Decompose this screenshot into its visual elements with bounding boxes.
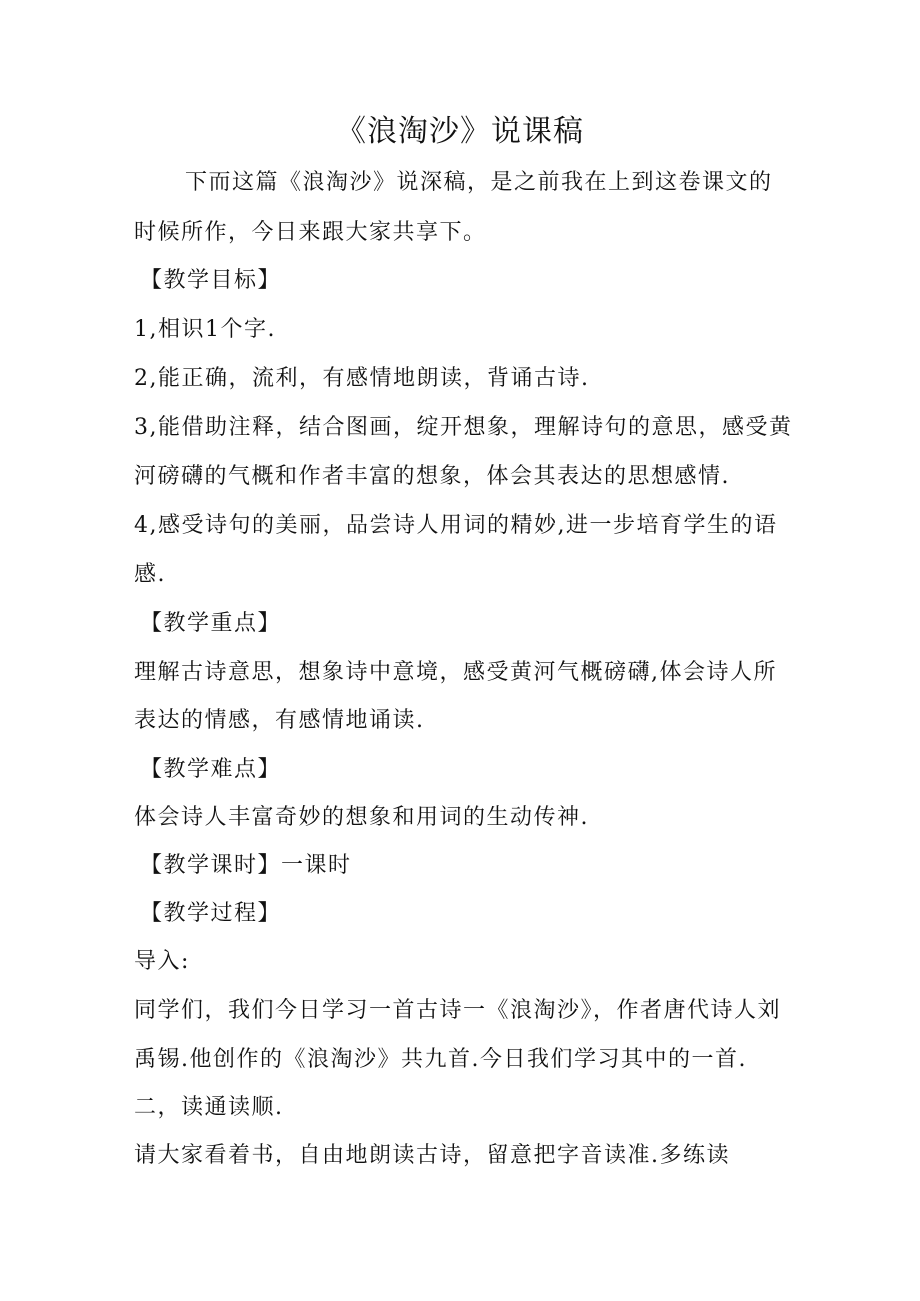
goal-line-4: 河磅礴的气概和作者丰富的想象，体会其表达的思想感情. bbox=[134, 464, 730, 489]
key-heading: 【教学重点】 bbox=[140, 611, 282, 636]
intro-section-label: 导入: bbox=[134, 949, 190, 974]
goals-heading: 【教学目标】 bbox=[140, 268, 282, 293]
section2-label: 二，读通读顺. bbox=[134, 1095, 284, 1120]
process-heading: 【教学过程】 bbox=[140, 901, 282, 926]
key-line-1: 理解古诗意思，想象诗中意境，感受黄河气概磅礴,体会诗人所 bbox=[134, 660, 777, 685]
intro-line-2: 时候所作，今日来跟大家共享下。 bbox=[134, 220, 487, 245]
goal-line-1: 1,相识1个字. bbox=[134, 317, 276, 342]
section2-text: 请大家看着书，自由地朗读古诗，留意把字音读准.多练读 bbox=[134, 1143, 730, 1168]
hours-line: 【教学课时】一课时 bbox=[140, 853, 352, 878]
intro-line-1: 下而这篇《浪淘沙》说深稿，是之前我在上到这卷课文的 bbox=[185, 170, 773, 195]
goal-line-6: 感. bbox=[134, 562, 166, 587]
page-title: 《浪淘沙》说课稿 bbox=[336, 114, 584, 149]
goal-line-5: 4,感受诗句的美丽，品尝诗人用词的精妙,进一步培育学生的语 bbox=[134, 513, 778, 538]
intro-section-line-1: 同学们，我们今日学习一首古诗一《浪淘沙》，作者唐代诗人刘 bbox=[134, 998, 782, 1023]
difficulty-heading: 【教学难点】 bbox=[140, 757, 282, 782]
goal-line-2: 2,能正确，流利，有感情地朗读，背诵古诗. bbox=[134, 366, 590, 391]
key-line-2: 表达的情感，有感情地诵读. bbox=[134, 708, 425, 733]
difficulty-line: 体会诗人丰富奇妙的想象和用词的生动传神. bbox=[134, 805, 589, 830]
intro-section-line-2: 禹锡.他创作的《浪淘沙》共九首.今日我们学习其中的一首. bbox=[134, 1047, 747, 1072]
goal-line-3: 3,能借助注释，结合图画，绽开想象，理解诗句的意思，感受黄 bbox=[134, 415, 793, 440]
